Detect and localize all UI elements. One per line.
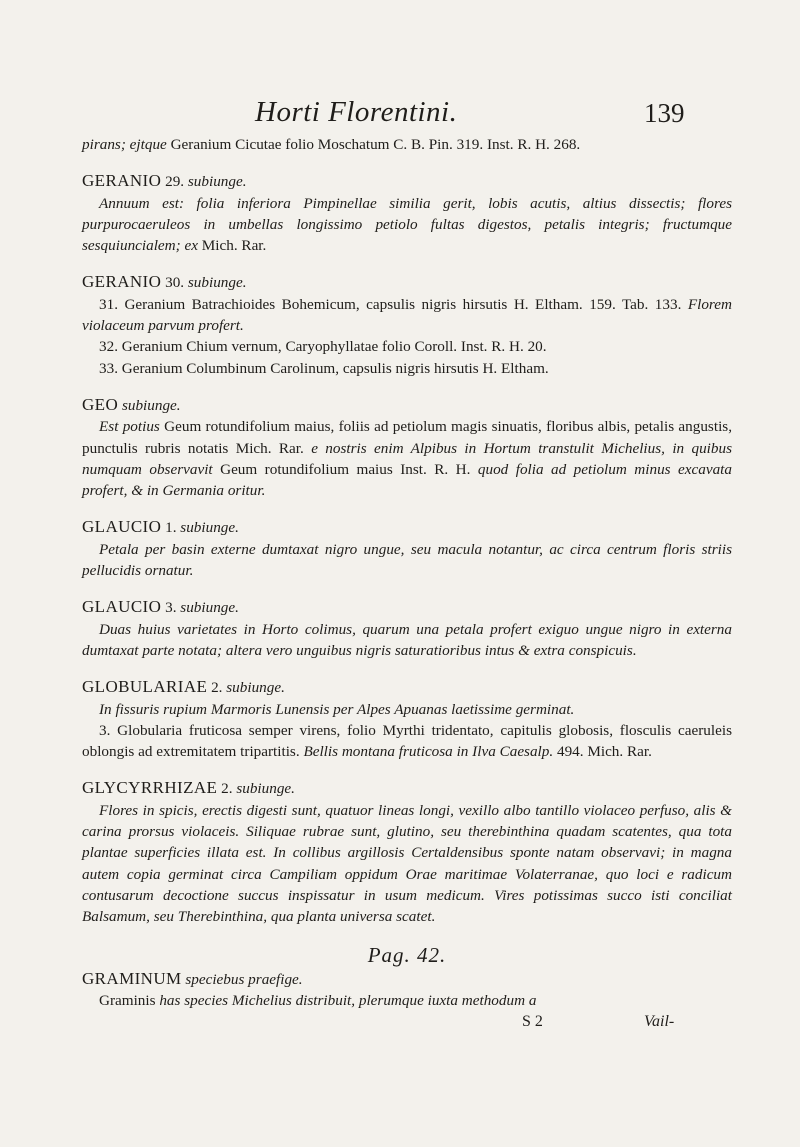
entry-body-graminum: Graminis has species Michelius distribuit, plerumque iuxta methodum a xyxy=(99,992,537,1010)
entry-heading-geranio-30: GERANIO 30. subiunge. xyxy=(82,272,247,292)
entry-line-geranium-31: 31. Geranium Batrachioides Bohemicum, capsulis nigris hirsutis H. Eltham. 159. Tab. 133. Florem violaceum parvum profert. xyxy=(82,295,732,335)
entry-heading-geranio-29: GERANIO 29. subiunge. xyxy=(82,171,247,191)
signature-mark: S 2 xyxy=(522,1013,543,1031)
entry-heading-geo: GEO subiunge. xyxy=(82,394,181,414)
entry-body-globularia-3: 3. Globularia fruticosa semper virens, folio Myrthi tridentato, capitulis globosis, flosculis caeruleis oblongis ad extremitatem tripartitis. Bellis montana fruticosa in Ilva Caesalp. 494. Mich. Rar. xyxy=(82,721,732,761)
intro-paragraph: pirans; ejtque Geranium Cicutae folio Moschatum C. B. Pin. 319. Inst. R. H. 268. xyxy=(82,136,581,153)
entry-line-geranium-32: 32. Geranium Chium vernum, Caryophyllatae folio Coroll. Inst. R. H. 20. xyxy=(99,338,547,356)
page-text xyxy=(82,134,732,1032)
page-reference: Pag. 42. xyxy=(367,942,447,967)
entry-body-geranio-29: Annuum est: folia inferiora Pimpinellae similia gerit, lobis acutis, altius dissectis; flores purpurocaeruleos in umbellas longissimo petiolo fultas digestos, petalis integris; fructumque sesquiuncialem; ex Mich. Rar. xyxy=(82,194,732,255)
page-number: 139 xyxy=(644,98,685,128)
entry-heading-globulariae: GLOBULARIAE 2. subiunge. xyxy=(82,677,285,697)
running-head xyxy=(0,96,800,136)
entry-body-glaucio-1: Petala per basin externe dumtaxat nigro ungue, seu macula notantur, ac circa centrum floris striis pellucidis ornatur. xyxy=(82,540,732,580)
entry-body-globulariae-habitat: In fissuris rupium Marmoris Lunensis per Alpes Apuanas laetissime germinat. xyxy=(99,700,575,718)
entry-body-geo: Est potius Geum rotundifolium maius, foliis ad petiolum magis sinuatis, floribus albis, petalis angustis, punctulis rubris notatis Mich. Rar. e nostris enim Alpibus in Hortum transtulit Michelius, in quibus numquam observavit Geum rotundifolium maius Inst. R. H. quod folia ad petiolum minus excavata profert, & in Germania oritur. xyxy=(82,418,732,500)
entry-line-geranium-33: 33. Geranium Columbinum Carolinum, capsulis nigris hirsutis H. Eltham. xyxy=(99,359,549,377)
entry-heading-graminum: GRAMINUM speciebus praefige. xyxy=(82,968,303,988)
entry-body-glycyrrhizae: Flores in spicis, erectis digesti sunt, quatuor lineas longi, vexillo albo tantillo violaceo perfuso, alis & carina prorsus violaceis. Siliquae rubrae sunt, glutino, seu therebinthina quadam scatentes, qua tota plantae superficies illata est. In collibus argillosis Certaldensibus sponte natam observavi; in magna autem copia germinat circa Campiliam oppidum Orae maritimae Volaterranae, quo loci e radicum contusarum decoctione succus inspissatur in usum medicum. Vires potissimas succo isti conciliat Balsamum, seu Therebinthina, qua planta universa scatet. xyxy=(82,801,732,926)
entry-body-glaucio-3: Duas huius varietates in Horto colimus, quarum una petala profert exiguo ungue nigro in externa dumtaxat parte notata; altera vero unguibus nigris saturatioribus intus & extra conspicuis. xyxy=(82,620,732,659)
signature-line xyxy=(82,1011,732,1032)
catchword: Vail- xyxy=(644,1013,675,1031)
entry-heading-glaucio-1: GLAUCIO 1. subiunge. xyxy=(82,517,239,537)
entry-heading-glycyrrhizae: GLYCYRRHIZAE 2. subiunge. xyxy=(82,778,295,798)
running-head-title: Horti Florentini. xyxy=(255,96,458,128)
entry-heading-glaucio-3: GLAUCIO 3. subiunge. xyxy=(82,597,239,617)
